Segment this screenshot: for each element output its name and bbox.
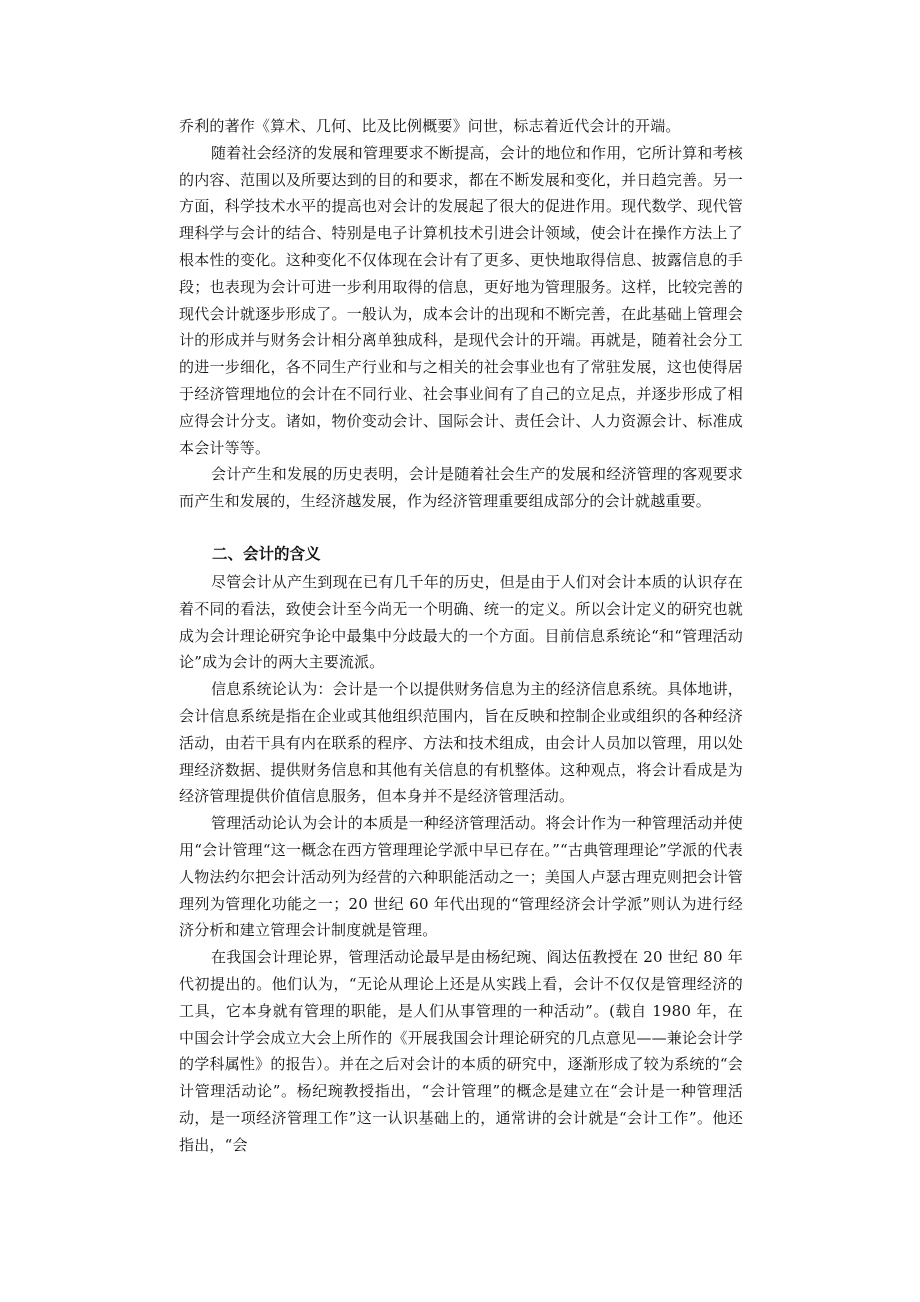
paragraph: 会计产生和发展的历史表明，会计是随着社会生产的发展和经济管理的客观要求而产生和发展的，生经济越发展，作为经济管理重要组成部分的会计就越重要。 (179, 465, 744, 511)
paragraph: 乔利的著作《算术、几何、比及比例概要》问世，标志着近代会计的开端。 (179, 117, 681, 135)
paragraph: 在我国会计理论界，管理活动论最早是由杨纪琬、阎达伍教授在 20 世纪 80 年代初提出的。他们认为，“无论从理论上还是从实践上看，会计不仅仅是管理经济的工具，它本身就有管理的职能，是人们从事管理的一种活动”。(载自 1980 年，在中国会计学会成立大会上所作的《开展我国会计理论研究的几点意见——兼论会计学的学科属性》的报告）。并在之后对会计的本质的研究中，逐渐形成了较为系统的“会计管理活动论”。杨纪琬教授指出，“会计管理”的概念是建立在“会计是一种管理活动，是一项经济管理工作”这一认识基础上的，通常讲的会计就是“会计工作”。他还指出，“会 (179, 948, 743, 1154)
paragraph: 尽管会计从产生到现在已有几千年的历史，但是由于人们对会计本质的认识存在着不同的看法，致使会计至今尚无一个明确、统一的定义。所以会计定义的研究也就成为会计理论研究争论中最集中分歧最大的一个方面。目前信息系统论“和“管理活动论”成为会计的两大主要流派。 (179, 572, 744, 672)
document-page (179, 113, 743, 1158)
paragraph: 信息系统论认为：会计是一个以提供财务信息为主的经济信息系统。具体地讲，会计信息系统是指在企业或其他组织范围内，旨在反映和控制企业或组织的各种经济活动，由若干具有内在联系的程序、方法和技术组成，由会计人员加以管理，用以处理经济数据、提供财务信息和其他有关信息的有机整体。这种观点，将会计看成是为经济管理提供价值信息服务，但本身并不是经济管理活动。 (179, 680, 744, 806)
paragraph: 随着社会经济的发展和管理要求不断提高，会计的地位和作用，它所计算和考核的内容、范围以及所要达到的目的和要求，都在不断发展和变化，并日趋完善。另一方面，科学技术水平的提高也对会计的发展起了很大的促进作用。现代数学、现代管理科学与会计的结合、特别是电子计算机技术引进会计领域，使会计在操作方法上了根本性的变化。这种变化不仅体现在会计有了更多、更快地取得信息、披露信息的手段；也表现为会计可进一步利用取得的信息，更好地为管理服务。这样，比较完善的现代会计就逐步形成了。一般认为，成本会计的出现和不断完善，在此基础上管理会计的形成并与财务会计相分离单独成科，是现代会计的开端。再就是，随着社会分工的进一步细化，各不同生产行业和与之相关的社会事业也有了常驻发展，这也使得居于经济管理地位的会计在不同行业、社会事业间有了自己的立足点，并逐步形成了相应得会计分支。诸如，物价变动会计、国际会计、责任会计、人力资源会计、标准成本会计等等。 (179, 143, 744, 457)
section-heading: 二、会计的含义 (212, 544, 321, 563)
paragraph: 管理活动论认为会计的本质是一种经济管理活动。将会计作为一种管理活动并使用“会计管理“这一概念在西方管理理论学派中早已存在。”“古典管理理论”学派的代表人物法约尔把会计活动列为经营的六种职能活动之一；美国人卢瑟古理克则把会计管理列为管理化功能之一；20 世纪 60 年代出现的“管理经济会计学派”则认为进行经济分析和建立管理会计制度就是管理。 (179, 814, 744, 940)
